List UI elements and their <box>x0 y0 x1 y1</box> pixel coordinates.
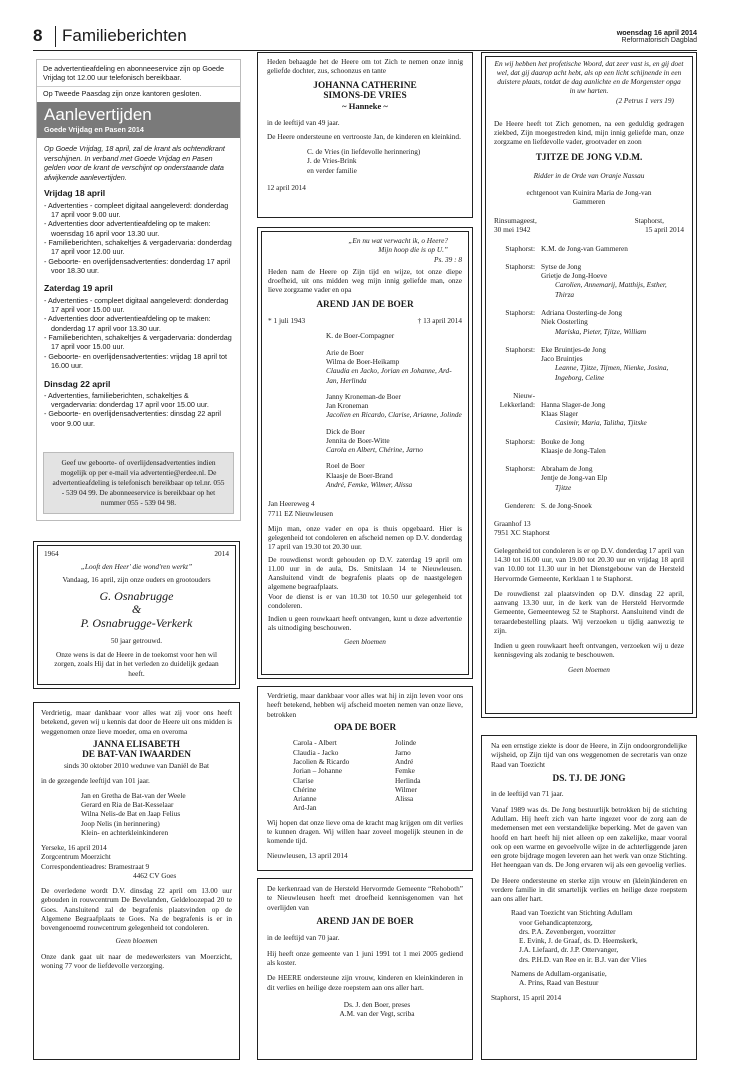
anniv-intro: Vandaag, 16 april, zijn onze ouders en grootouders <box>62 574 211 584</box>
info-panel <box>36 59 241 521</box>
family-member: Gerard en Ria de Bat-Kesselaar <box>81 799 174 809</box>
opa-text: Wij hopen dat onze lieve oma de kracht mag krijgen om dit verlies te kunnen dragen. Wij willen haar zoveel mogelijk steunen in de komende tijd. <box>267 817 463 846</box>
family-member: Wilna Nelis-de Bat en Jaap Felius <box>81 809 181 819</box>
tjitze-quote: En wij hebben het profetische Woord, dat zeer vast is, en gij doet wel, dat gij daarop acht hebt, als op een licht schijnende in een duistere plaats, totdat de dag aanlichte en de Morgenster opga in uw harten. <box>494 59 684 95</box>
family-row: Staphorst: Adriana Oosterling-de Jong Niek Oosterling Mariska, Pieter, Tjitze, William <box>505 307 647 336</box>
vries-name3: ~ Hanneke ~ <box>342 100 388 111</box>
tjitze-addr1: Graanhof 13 <box>494 519 531 529</box>
bat-name2: DE BAT-VAN IWAARDEN <box>82 750 191 761</box>
tjitze-ref: (2 Petrus 1 vers 19) <box>616 95 674 105</box>
signatory: drs. P.A. Zevenbergen, voorzitter <box>519 926 616 936</box>
obituary-tjitze-de-jong <box>481 52 697 718</box>
kerk-name: AREND JAN DE BOER <box>316 916 414 927</box>
family-member: C. de Vries (in liefdevolle herinnering) <box>307 147 421 157</box>
obituary-de-bat <box>33 702 240 1060</box>
family-member: Jennita de Boer-Witte <box>326 435 390 445</box>
vries-date: 12 april 2014 <box>267 183 306 192</box>
deadline-banner <box>37 102 240 138</box>
grandchild: Jolinde <box>395 738 417 748</box>
bat-thanks: Onze dank gaat uit naar de medewerksters van Moerzicht, woning 77 voor de liefdevolle verzorging. <box>41 951 232 970</box>
anniversary-ad <box>33 541 240 689</box>
vries-intro: Heden behaagde het de Heere om tot Zich te nemen onze innig geliefde dochter, zus, schoonzus en tante <box>267 57 463 76</box>
anniv-amp: & <box>131 602 142 617</box>
grandchild: Chérine <box>293 784 317 794</box>
family-member: Janny Kroneman-de Boer <box>326 391 401 401</box>
grandchild: Jorian – Johanne <box>293 766 343 776</box>
tjitze-flowers: Geen bloemen <box>568 664 610 674</box>
bat-intro: Verdrietig, maar dankbaar voor alles wat zij voor ons heeft betekend, geven wij u kennis dat door de Heere uit ons midden is weggenomen onze lieve moeder, oma en overoma <box>41 708 232 736</box>
tjitze-born: 30 mei 1942 <box>494 225 531 235</box>
arend-p3: Voor de dienst is er van 10.30 tot 10.50 uur gelegenheid tot condoleren. <box>268 591 462 610</box>
day-title: Zaterdag 19 april <box>44 283 113 294</box>
grandchild: Femke <box>395 766 415 776</box>
vries-age: in de leeftijd van 49 jaar. <box>267 117 340 127</box>
tjitze-intro: De Heere heeft tot Zich genomen, na een geduldig gedragen ziekbed, Zijn moegestreden kind, mijn innig geliefde man, onze zorgzame en liefdevolle vader, grootvader en zoon <box>494 118 684 147</box>
kerk-text2: De HEERE ondersteune zijn vrouw, kinderen en kleinkinderen in dit verlies en heilige deze roepstem aan ons aller hart. <box>267 973 463 992</box>
anniv-name1: G. Osnabrugge <box>99 588 174 603</box>
family-member: Wilma de Boer-Heikamp <box>326 357 400 367</box>
year-from: 1964 <box>44 549 59 558</box>
vries-name2: SIMONS-DE VRIES <box>323 91 407 102</box>
bat-corr2: 4462 CV Goes <box>133 870 177 880</box>
grandchild: Jacolien & Ricardo <box>293 757 350 767</box>
arend-died: † 13 april 2014 <box>417 316 462 326</box>
anniv-years: 50 jaar getrouwd. <box>110 635 163 645</box>
tjitze-spouse: echtgenoot van Kuinira Maria de Jong-van Gammeren <box>526 187 652 206</box>
opa-intro: Verdrietig, maar dankbaar voor alles wat hij in zijn leven voor ons heeft betekend, hebben wij afscheid moeten nemen van onze lieve, betrokken <box>267 691 463 719</box>
opa-title: OPA DE BOER <box>333 722 397 733</box>
bat-center: Zorgcentrum Moerzicht <box>41 852 111 862</box>
list-item: - Geboorte- en overlijdensadvertenties: vrijdag 18 april tot 16.00 uur. <box>44 351 227 371</box>
list-item: - Advertenties - compleet digitaal aangeleverd: donderdag 17 april voor 9.00 uur. <box>44 200 229 219</box>
bat-flowers: Geen bloemen <box>115 936 158 946</box>
info-closed: Op Tweede Paasdag zijn onze kantoren gesloten. <box>37 86 240 102</box>
kerk-age: in de leeftijd van 70 jaar. <box>267 933 340 943</box>
tjitze-order: Ridder in de Orde van Oranje Nassau <box>533 171 645 181</box>
family-member: Roel de Boer <box>326 461 365 471</box>
header-date: woensdag 16 april 2014 <box>616 28 697 37</box>
day-block-tuesday <box>37 371 240 429</box>
signatory: A. Prins, Raad van Bestuur <box>519 978 599 988</box>
list-item: - Advertenties, familieberichten, schakeltjes & vergadervaria: donderdag 17 april voor 15.00 uur. <box>44 390 209 410</box>
info-italic: Op Goede Vrijdag, 18 april, zal de krant als ochtendkrant verschijnen. In verband met Goede Vrijdag en Pasen gelden voor de krant de verschijnt op onderstaande data afwijkende aanlevertijden. <box>44 144 225 182</box>
grandchild: Herlinda <box>395 775 421 785</box>
family-row: Staphorst: Abraham de Jong Jentje de Jong-van Elp Tjitze <box>505 464 608 492</box>
bat-age: in de gezegende leeftijd van 101 jaar. <box>41 776 150 786</box>
family-member: en verder familie <box>307 165 357 175</box>
signatory: voor Gehandicaptenzorg, <box>519 917 593 927</box>
family-member: Klein- en achterkleinkinderen <box>81 827 169 837</box>
anniv-from <box>44 683 229 685</box>
contact-note: Geef uw geboorte- of overlijdensadvertenties indien mogelijk op per e-mail via advertentie@erdee.nl. De advertentieafdeling is telefonisch bereikbaar op tel.nr. 055 - 539 04 99. De abonneeservice is bereikbaar op het nummer 055 - 539 04 98. <box>43 452 234 514</box>
arend-born: * 1 juli 1943 <box>268 316 306 326</box>
grandchildren: André, Femke, Wilmer, Alissa <box>326 480 413 489</box>
anniv-name2: P. Osnabrugge-Verkerk <box>80 616 193 631</box>
grandchild: André <box>395 757 414 767</box>
day-title: Dinsdag 22 april <box>44 378 111 389</box>
arend-p1: Mijn man, onze vader en opa is thuis opgebaard. Hier is gelegenheid tot condoleren en afscheid nemen op D.V. donderdag 17 april van 19.30 tot 20.30 uur. <box>268 523 462 552</box>
ds-text2: De Heere ondersteune en sterke zijn vrouw en (klein)kinderen en verdere familie in dit smartelijk verlies en heilige deze roepstem aan ons aller hart. <box>491 875 687 904</box>
arend-intro: Heden nam de Heere op Zijn tijd en wijze, tot onze diepe droefheid, uit ons midden weg mijn innig geliefde man, onze lieve zorgzame vader en opa <box>268 266 462 295</box>
tjitze-addr2: 7951 XC Staphorst <box>494 528 550 538</box>
obituary-de-vries <box>257 52 473 218</box>
signatory: Raad van Toezicht van Stichting Adullam <box>511 908 633 918</box>
opa-date: Nieuwleusen, 13 april 2014 <box>267 851 348 861</box>
arend-city: 7711 EZ Nieuwleusen <box>268 508 333 518</box>
kerk-intro: De kerkenraad van de Hersteld Hervormde Gemeente “Rehoboth” te Nieuwleusen heeft met droefheid kennisgenomen van het overlijden van <box>267 884 463 912</box>
tjitze-born-place: Rinsumageest, <box>494 216 537 226</box>
obituary-arend-jan-de-boer <box>257 227 473 679</box>
tjitze-p1: Gelegenheid tot condoleren is er op D.V. donderdag 17 april van 14.30 tot 16.00 uur, van 19.00 tot 20.30 uur en vrijdag 18 april van 10.00 tot 11.30 uur in het Dienstgebouw van de Hersteld Hervormde Gemeente, Kerklaan 1 te Staphorst. <box>494 545 684 583</box>
ds-place: Staphorst, 15 april 2014 <box>491 992 562 1002</box>
list-item: - Advertenties - compleet digitaal aangeleverd: donderdag 17 april voor 15.00 uur. <box>44 295 229 315</box>
grandchild: Claudia - Jacko <box>293 747 339 757</box>
kerk-text: Hij heeft onze gemeente van 1 juni 1991 tot 1 mei 2005 gediend als koster. <box>267 948 463 968</box>
arend-p2: De rouwdienst wordt gehouden op D.V. zaterdag 19 april om 11.00 uur in de aula, Ds. Smitslaan 14 te Nieuwleusen. Aansluitend vindt de begrafenis plaats op de naastgelegen algemene begraafplaats. <box>268 554 462 592</box>
tjitze-died-place: Staphorst, <box>634 216 664 226</box>
vries-text: De Heere ondersteune en vertrooste Jan, de kinderen en kleinkind. <box>267 131 461 141</box>
family-row: Nieuw- Lekkerland: Hanna Slager-de Jong Klaas Slager Casimir, Maria, Talitha, Tjitske <box>499 390 647 428</box>
list-item: - Geboorte- en overlijdensadvertenties: dinsdag 22 april voor 9.00 uur. <box>44 409 221 428</box>
anniv-quote: „Looft den Heer' die wond'ren werkt” <box>80 562 193 572</box>
family-member: Klaasje de Boer-Brand <box>326 470 393 480</box>
anniv-wish: Onze wens is dat de Heere in de toekomst voor hen wil zorgen, zoals Hij dat in het verleden zo duidelijk gedaan heeft. <box>54 650 219 678</box>
family-row: Staphorst: Eke Bruintjes-de Jong Jaco Bruintjes Leanne, Tjitze, Tijmen, Nienke, Josina, Ingeborg, Celine <box>505 344 669 382</box>
signatory: E. Evink, J. de Graaf, ds. D. Heemskerk, <box>519 936 638 946</box>
day-block-friday <box>37 188 240 275</box>
signatory: J.A. Liefaard, dr. J.P. Ottervanger, <box>519 945 619 955</box>
list-item: - Familieberichten, schakeltjes & vergadervaria: donderdag 17 april voor 15.00 uur. <box>44 333 232 352</box>
arend-quote1: „En nu wat verwacht ik, o Heere? <box>348 236 448 245</box>
banner-title: Aanlevertijden <box>44 105 152 125</box>
day-title: Vrijdag 18 april <box>44 188 106 199</box>
header-rule <box>33 50 697 51</box>
list-item: - Geboorte- en overlijdensadvertenties: donderdag 17 april voor 18.30 uur. <box>44 256 231 276</box>
family-member: Jan Kroneman <box>326 401 369 411</box>
tjitze-died: 15 april 2014 <box>645 225 684 235</box>
grandchild: Carola - Albert <box>293 738 337 748</box>
grandchild: Arianne <box>293 794 317 804</box>
info-intro: De advertentieafdeling en abonneeservice zijn op Goede Vrijdag tot 12.00 uur telefonisch bereikbaar. <box>43 64 225 83</box>
arend-name: AREND JAN DE BOER <box>316 299 414 310</box>
tjitze-name: TJITZE DE JONG V.D.M. <box>535 152 643 163</box>
bat-name1: JANNA ELISABETH <box>92 739 181 750</box>
ds-name: DS. TJ. DE JONG <box>552 773 626 784</box>
grandchild: Clarise <box>293 775 314 785</box>
banner-subtitle: Goede Vrijdag en Pasen 2014 <box>44 125 144 135</box>
header-divider <box>55 26 56 47</box>
grandchild: Wilmer <box>395 784 417 794</box>
family-member: Dick de Boer <box>326 426 365 436</box>
grandchildren: Jacolien en Ricardo, Clarise, Arianne, Jolinde <box>326 410 462 420</box>
bat-since: sinds 30 oktober 2010 weduwe van Daniël de Bat <box>63 761 210 771</box>
bat-corr: Correspondentieadres: Bramestraat 9 <box>41 861 150 871</box>
arend-flowers: Geen bloemen <box>344 636 386 646</box>
list-item: - Advertenties door advertentieafdeling op te maken: donderdag 17 april voor 13.30 uur. <box>44 314 211 333</box>
kerk-sig1: Ds. J. den Boer, preses <box>343 999 411 1009</box>
signatory: drs. P.H.D. van Ree en ir. B.J. van der Vlies <box>519 954 647 964</box>
grandchildren: Carola en Albert, Chérine, Jarno <box>326 445 423 455</box>
family-member: J. de Vries-Brink <box>307 156 357 166</box>
family-row: Staphorst: Bouke de Jong Klaasje de Jong-Talen <box>505 436 606 455</box>
family-member: Arie de Boer <box>326 347 364 357</box>
year-to: 2014 <box>214 549 229 558</box>
arend-address: Jan Heereweg 4 <box>268 499 315 509</box>
grandchild: Ard-Jan <box>293 803 317 813</box>
family-member: K. de Boer-Compagner <box>326 330 395 340</box>
family-row: Staphorst: Sytse de Jong Grietje de Jong-Hoeve Carolien, Annemarij, Matthijs, Esther, Thirza <box>505 261 667 299</box>
ds-intro: Na een ernstige ziekte is door de Heere, in Zijn ondoorgrondelijke wijsheid, op Zijn tijd van ons weggenomen de secretaris van onze Raad van Toezicht <box>491 741 687 769</box>
arend-quote2: Mijn hoop die is op U.” <box>378 245 448 255</box>
signatory: Namens de Adullam-organisatie, <box>511 969 607 978</box>
bat-place: Yerseke, 16 april 2014 <box>41 843 107 853</box>
grandchild: Alissa <box>395 794 414 804</box>
obituary-kerkenraad <box>257 878 473 1060</box>
grandchild: Jarno <box>395 747 411 757</box>
arend-p4: Indien u geen rouwkaart heeft ontvangen, kunt u deze advertentie als uitnodiging beschouwen. <box>268 614 462 633</box>
tjitze-p2: De rouwdienst zal plaatsvinden op D.V. dinsdag 22 april, aanvang 13.30 uur, in de kerk van de Hersteld Hervormde Gemeente, Gemeenteweg 52 te Staphorst. Aansluitend vindt de teraardebestelling plaats. Wij verzoeken u tijdig aanwezig te zijn. <box>494 588 684 635</box>
arend-ref: Ps. 39 : 8 <box>434 254 462 264</box>
vries-name1: JOHANNA CATHERINE <box>313 80 417 91</box>
family-member: Joop Nelis (in herinnering) <box>81 818 160 828</box>
bat-funeral: De overledene wordt D.V. dinsdag 22 april om 13.00 uur gebouden in rouwcentrum De Bevelanden, Geldeloozepad 20 te Goes. Aansluitend zal de begrafenis plaatsvinden op de Algemene Begraafplaats te Goes. Na de begrafenis is er in bovengenoemd rouwcentrum gelegenheid tot condoleren. <box>41 886 232 933</box>
family-row: Genderen: S. de Jong-Snoek <box>504 500 592 510</box>
ds-age: in de leeftijd van 71 jaar. <box>491 789 564 799</box>
list-item: - Familieberichten, schakeltjes & vergadervaria: donderdag 17 april voor 12.00 uur. <box>44 238 232 257</box>
section-title: Familieberichten <box>62 26 187 45</box>
ds-text: Vanaf 1989 was ds. De Jong bestuurlijk betrokken bij de stichting Adullam. Hij heeft zich van harte ingezet voor de zorg aan de medemensen met een verstandelijke beperking. Met de gaven van hoofd en hart heeft hij niet alleen op een zakelijke, maar vooral ook op een warme en gevoelvolle wijze in de achterliggende jaren een grote bijdrage mogen leveren aan het werk van onze Stichting. Het heengaan van ds. De Jong ervaren wij als een gevoelig verlies. <box>491 804 687 870</box>
header-paper: Reformatorisch Dagblad <box>621 37 697 44</box>
page-number: 8 <box>33 26 43 45</box>
grandchildren: Claudia en Jacko, Jorian en Johanne, Ard-Jan, Herlinda <box>326 366 452 385</box>
kerk-sig2: A.M. van der Vegt, scriba <box>339 1009 415 1019</box>
obituary-ds-de-jong <box>481 735 697 1060</box>
list-item: - Advertenties door advertentieafdeling op te maken: woensdag 16 april voor 13.30 uur. <box>44 219 211 238</box>
family-member: Jan en Gretha de Bat-van der Weele <box>81 790 186 800</box>
family-row: Staphorst: K.M. de Jong-van Gammeren <box>505 243 628 253</box>
obituary-opa-de-boer <box>257 686 473 871</box>
tjitze-p3: Indien u geen rouwkaart heeft ontvangen, verzoeken wij u deze kennisgeving als zodanig te beschouwen. <box>494 641 684 660</box>
day-block-saturday <box>37 275 240 370</box>
